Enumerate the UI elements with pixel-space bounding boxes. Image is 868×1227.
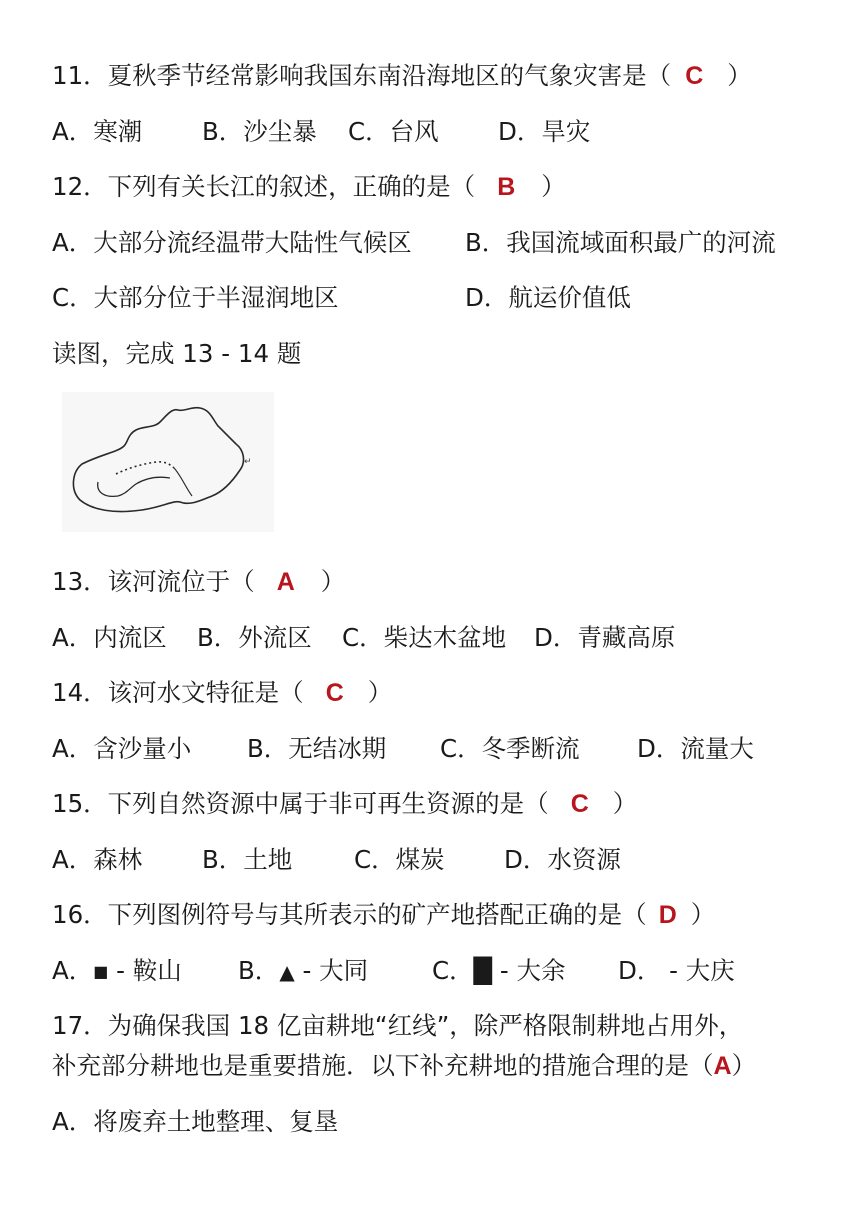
block-symbol-icon: █ bbox=[473, 957, 493, 985]
q16-option-c: C．█ - 大余 bbox=[432, 956, 566, 985]
q13-option-d: D．青藏高原 bbox=[534, 623, 676, 652]
map-mark: ↵ bbox=[244, 457, 252, 467]
q17-stem-line1: 17．为确保我国 18 亿亩耕地“红线”，除严格限制耕地占用外， bbox=[52, 1011, 744, 1040]
q16-option-d: D． - 大庆 bbox=[618, 956, 735, 985]
q11-answer: C bbox=[685, 62, 704, 90]
q16-option-b: B．▲ - 大同 bbox=[238, 956, 369, 985]
q14-option-a: A．含沙量小 bbox=[52, 734, 192, 763]
q12-answer: B bbox=[497, 173, 516, 201]
q17-answer: A bbox=[713, 1052, 732, 1080]
read-map-instruction: 读图，完成 13 - 14 题 bbox=[52, 339, 302, 368]
q11-stem: 11．夏秋季节经常影响我国东南沿海地区的气象灾害是（ C ） bbox=[52, 61, 752, 90]
q12-option-a: A．大部分流经温带大陆性气候区 bbox=[52, 228, 412, 257]
q16-option-a: A．■ - 鞍山 bbox=[52, 956, 182, 985]
q14-answer: C bbox=[325, 679, 344, 707]
q11-option-a: A．寒潮 bbox=[52, 117, 143, 146]
q15-option-b: B．土地 bbox=[202, 845, 293, 874]
river-map-figure bbox=[62, 392, 274, 532]
q17-stem-line2: 补充部分耕地也是重要措施．以下补充耕地的措施合理的是（A） bbox=[52, 1051, 757, 1080]
q14-stem: 14．该河水文特征是（ C ） bbox=[52, 678, 393, 707]
q13-option-b: B．外流区 bbox=[197, 623, 312, 652]
square-symbol-icon: ■ bbox=[93, 962, 109, 981]
q13-answer: A bbox=[276, 568, 295, 596]
q13-stem: 13．该河流位于（ A ） bbox=[52, 567, 346, 596]
q14-option-b: B．无结冰期 bbox=[247, 734, 387, 763]
q15-option-c: C．煤炭 bbox=[354, 845, 445, 874]
q12-option-d: D．航运价值低 bbox=[465, 283, 631, 312]
q16-stem: 16．下列图例符号与其所表示的矿产地搭配正确的是（ D ） bbox=[52, 900, 716, 929]
q11-option-d: D．旱灾 bbox=[498, 117, 591, 146]
q11-option-c: C．台风 bbox=[348, 117, 439, 146]
q15-option-a: A．森林 bbox=[52, 845, 143, 874]
triangle-symbol-icon: ▲ bbox=[279, 960, 295, 984]
q11-option-b: B．沙尘暴 bbox=[202, 117, 317, 146]
q14-option-c: C．冬季断流 bbox=[440, 734, 580, 763]
q15-stem: 15．下列自然资源中属于非可再生资源的是（ C ） bbox=[52, 789, 638, 818]
q17-option-a: A．将废弃土地整理、复垦 bbox=[52, 1107, 339, 1136]
q12-option-c: C．大部分位于半湿润地区 bbox=[52, 283, 339, 312]
q12-stem: 12．下列有关长江的叙述，正确的是（ B ） bbox=[52, 172, 566, 201]
q15-answer: C bbox=[570, 790, 589, 818]
q13-option-a: A．内流区 bbox=[52, 623, 167, 652]
q15-option-d: D．水资源 bbox=[504, 845, 621, 874]
q14-option-d: D．流量大 bbox=[637, 734, 754, 763]
q13-option-c: C．柴达木盆地 bbox=[342, 623, 507, 652]
q12-option-b: B．我国流域面积最广的河流 bbox=[465, 228, 776, 257]
q16-answer: D bbox=[658, 901, 677, 929]
